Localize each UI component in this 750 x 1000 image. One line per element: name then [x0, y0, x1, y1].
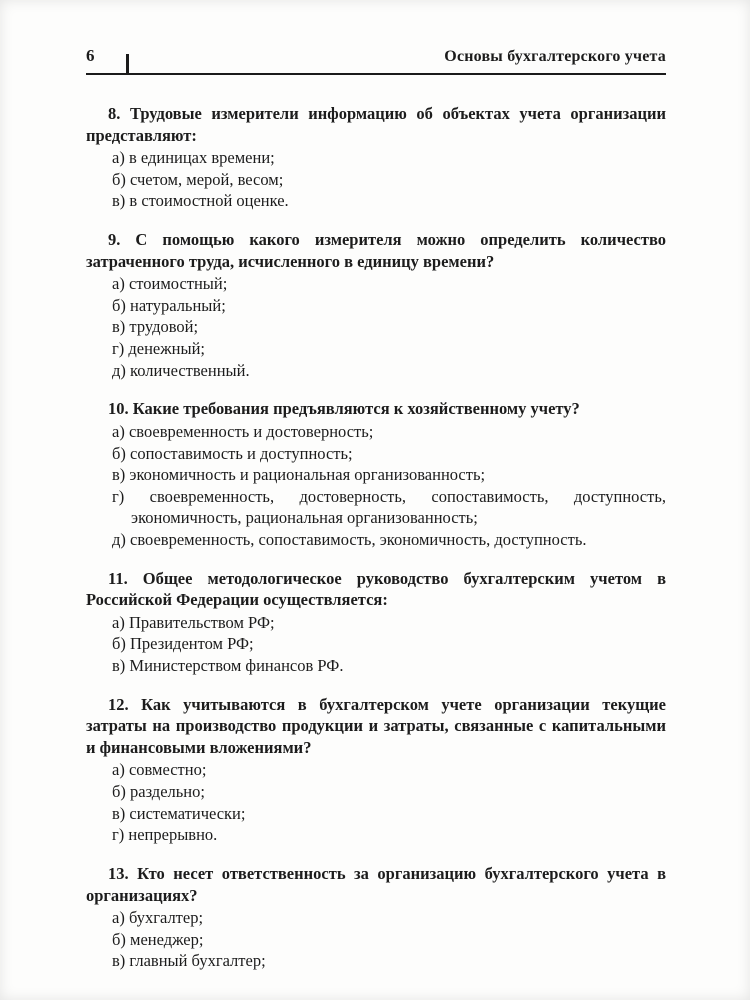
question-block — [86, 103, 666, 212]
answer-option: д) количественный. — [112, 360, 250, 380]
question-block — [86, 568, 666, 677]
answer-option: г) денежный; — [112, 339, 205, 359]
answer-option: б) менеджер; — [112, 929, 204, 949]
question-block — [86, 863, 666, 972]
questions-list — [86, 75, 666, 972]
answer-option: а) стоимостный; — [112, 274, 228, 294]
answer-option: а) своевременность и достоверность; — [112, 421, 374, 441]
header-tick-rule — [126, 54, 129, 73]
page-number: 6 — [86, 46, 95, 65]
running-header-title: Основы бухгалтерского учета — [444, 48, 666, 65]
answer-option: а) бухгалтер; — [112, 908, 204, 928]
question-stem: 8. Трудовые измерители информацию об объектах учета организации представляют: — [86, 104, 666, 145]
answer-option: б) раздельно; — [112, 782, 205, 802]
answer-option: а) в единицах времени; — [112, 148, 275, 168]
answer-option: а) совместно; — [112, 760, 207, 780]
answer-option: в) трудовой; — [112, 317, 199, 337]
answer-option: б) счетом, мерой, весом; — [112, 169, 284, 189]
answer-option: а) Правительством РФ; — [112, 612, 275, 632]
answer-option: в) в стоимостной оценке. — [112, 191, 289, 211]
answer-option: в) систематически; — [112, 803, 246, 823]
question-block — [86, 229, 666, 381]
answer-option: в) экономичность и рациональная организованность; — [112, 465, 486, 485]
answer-option: б) натуральный; — [112, 295, 226, 315]
question-stem: 13. Кто несет ответственность за организацию бухгалтерского учета в организациях? — [86, 863, 666, 905]
answer-option: в) главный бухгалтер; — [112, 951, 266, 971]
question-block — [86, 694, 666, 846]
answer-option: д) своевременность, сопоставимость, экономичность, доступность. — [112, 529, 587, 549]
question-stem: 12. Как учитываются в бухгалтерском учете организации текущие затраты на производство продукции и затраты, связанные с капитальными и финансовыми вложениями? — [86, 694, 666, 757]
answer-option: г) непрерывно. — [112, 825, 218, 845]
question-stem: 10. Какие требования предъявляются к хозяйственному учету? — [108, 399, 580, 419]
answer-option: б) сопоставимость и доступность; — [112, 443, 353, 463]
question-block — [86, 398, 666, 550]
answer-option: в) Министерством финансов РФ. — [112, 656, 344, 676]
question-stem: 11. Общее методологическое руководство бухгалтерским учетом в Российской Федерации осуществляется: — [86, 568, 666, 610]
answer-option: б) Президентом РФ; — [112, 634, 254, 654]
question-stem: 9. С помощью какого измерителя можно определить количество затраченного труда, исчисленного в единицу времени? — [86, 230, 666, 271]
answer-option: г) своевременность, достоверность, сопоставимость, доступность, экономичность, рациональная организованность; — [112, 486, 666, 528]
page-header — [86, 46, 666, 75]
